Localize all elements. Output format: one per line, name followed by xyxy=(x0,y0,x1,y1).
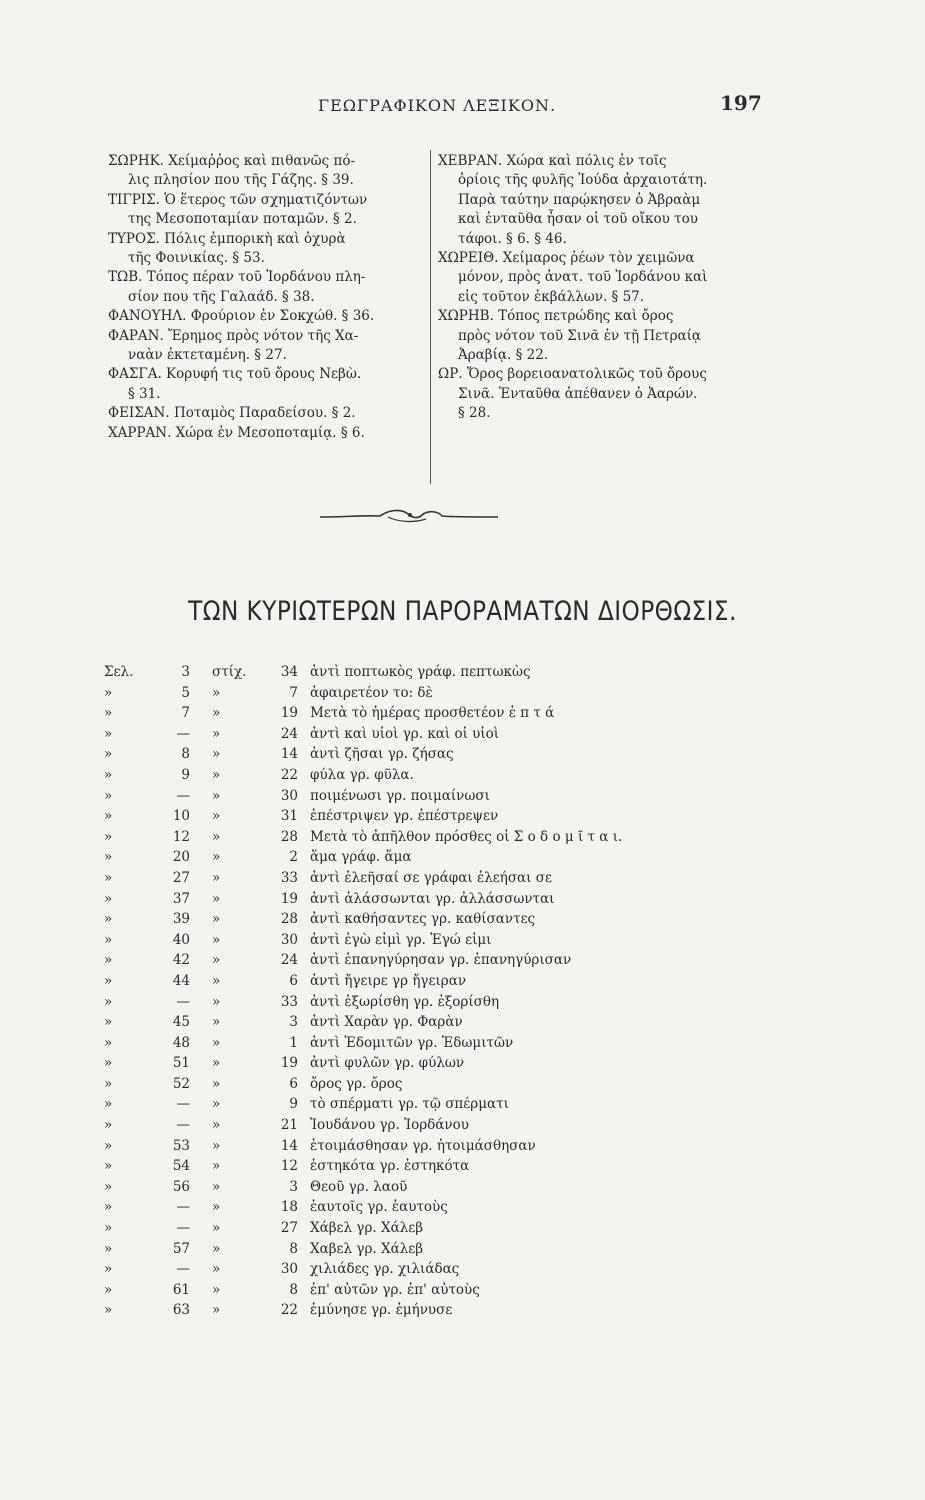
errata-row xyxy=(104,788,704,809)
errata-line-number: 19 xyxy=(280,1055,298,1072)
errata-page-label: » xyxy=(104,828,113,845)
errata-correction: ἀντὶ Ἐδομιτῶν γρ. Ἐδωμιτῶν xyxy=(310,1034,514,1051)
errata-page-label: » xyxy=(104,1302,113,1319)
errata-page-number: — xyxy=(176,1117,190,1134)
entry-line: ΤΩΒ. Τόπος πέραν τοῦ Ἰορδάνου πλη- xyxy=(108,269,366,286)
gazetteer-column-left xyxy=(108,152,426,443)
errata-line-number: 21 xyxy=(280,1117,298,1134)
errata-line-number: 6 xyxy=(289,1075,298,1092)
errata-line-label: » xyxy=(212,766,221,783)
errata-row xyxy=(104,1199,704,1220)
errata-correction: χιλιάδες γρ. χιλιάδας xyxy=(310,1261,460,1278)
errata-line-label: » xyxy=(212,1137,221,1154)
errata-page-label: » xyxy=(104,1055,113,1072)
errata-line-label: » xyxy=(212,1158,221,1175)
gazetteer-entry xyxy=(108,365,426,404)
errata-correction: ἑτοιμάσθησαν γρ. ἡτοιμάσθησαν xyxy=(310,1137,536,1154)
errata-table xyxy=(104,664,704,1323)
errata-page-number: 40 xyxy=(172,931,190,948)
errata-correction: ἀντὶ ποπτωκὸς γράφ. πεπτωκὼς xyxy=(310,664,531,680)
entry-line: ΤΥΡΟΣ. Πόλις ἐμπορικὴ καὶ ὀχυρὰ xyxy=(108,230,346,247)
errata-row xyxy=(104,829,704,850)
errata-line-number: 14 xyxy=(280,1137,298,1154)
errata-line-label: » xyxy=(212,1096,221,1113)
gazetteer-entry xyxy=(108,307,426,326)
errata-line-label: » xyxy=(212,1240,221,1257)
errata-page-label: » xyxy=(104,1137,113,1154)
errata-page-number: 54 xyxy=(172,1158,190,1175)
errata-correction: ἐπ' αὐτῶν γρ. ἐπ' αὐτοὺς xyxy=(310,1281,480,1298)
errata-row xyxy=(104,1138,704,1159)
errata-row xyxy=(104,911,704,932)
entry-line: ναὰν ἐκτεταμένη. § 27. xyxy=(128,347,287,364)
errata-line-label: » xyxy=(212,972,221,989)
errata-correction: ὄρος γρ. ὄρος xyxy=(310,1075,403,1092)
errata-line-number: 8 xyxy=(289,1240,298,1257)
entry-line: λις πλησίον που τῆς Γάζης. § 39. xyxy=(128,172,354,189)
entry-line: ΣΩΡΗΚ. Χείμαῤῥος καὶ πιθανῶς πό- xyxy=(108,153,356,169)
errata-line-label: » xyxy=(212,808,221,825)
errata-line-label: » xyxy=(212,952,221,969)
errata-page-number: 7 xyxy=(181,705,190,722)
errata-page-label: » xyxy=(104,766,113,783)
errata-row xyxy=(104,1220,704,1241)
errata-row xyxy=(104,1158,704,1179)
errata-correction: ἀντὶ ἐπανηγύρησαν γρ. ἐπανηγύρισαν xyxy=(310,952,572,969)
errata-line-number: 27 xyxy=(280,1220,298,1237)
errata-line-number: 2 xyxy=(289,849,298,866)
column-divider xyxy=(430,150,431,484)
errata-page-number: 37 xyxy=(172,890,190,907)
errata-correction: ἐπέστριψεν γρ. ἐπέστρεψεν xyxy=(310,808,499,825)
errata-row xyxy=(104,932,704,953)
errata-page-number: — xyxy=(176,1220,190,1237)
errata-page-label: » xyxy=(104,1158,113,1175)
errata-page-label: » xyxy=(104,993,113,1010)
errata-row xyxy=(104,849,704,870)
entry-line: § 31. xyxy=(128,385,161,402)
errata-correction: τὸ σπέρματι γρ. τῷ σπέρματι xyxy=(310,1096,509,1113)
errata-page-label: Σελ. xyxy=(104,664,134,680)
errata-page-label: » xyxy=(104,952,113,969)
entry-line: ΧΑΡΡΑΝ. Χώρα ἐν Μεσοποταμίᾳ. § 6. xyxy=(108,424,365,441)
errata-correction: ἀφαιρετέον το: δὲ xyxy=(310,684,433,701)
entry-line: σίον που τῆς Γαλαάδ. § 38. xyxy=(128,288,315,305)
entry-line: πρὸς νότον τοῦ Σινᾶ ἐν τῇ Πετραίᾳ xyxy=(458,327,702,344)
errata-correction: ἀντὶ ἐξωρίσθη γρ. ἐξορίσθη xyxy=(310,993,500,1010)
gazetteer-entry xyxy=(438,307,768,365)
page-number: 197 xyxy=(720,91,762,115)
errata-page-number: 61 xyxy=(172,1281,190,1298)
errata-page-number: 3 xyxy=(181,664,190,680)
errata-line-number: 3 xyxy=(289,1014,298,1031)
errata-correction: ἀντὶ ἤγειρε γρ ἤγειραν xyxy=(310,972,467,989)
errata-line-label: » xyxy=(212,890,221,907)
errata-page-number: 10 xyxy=(172,808,190,825)
errata-page-number: 45 xyxy=(172,1014,190,1031)
errata-line-number: 9 xyxy=(289,1096,298,1113)
entry-line: τῆς Φοινικίας. § 53. xyxy=(128,250,265,267)
errata-correction: ἀντὶ καθήσαντες γρ. καθίσαντες xyxy=(310,911,536,928)
errata-correction: Μετὰ τὸ ἀπῆλθον πρόσθες οἱ Σ ο δ ο μ ῖ τ α ι. xyxy=(310,828,623,845)
errata-page-label: » xyxy=(104,869,113,886)
errata-row xyxy=(104,1055,704,1076)
errata-line-number: 24 xyxy=(280,952,298,969)
entry-line: ΤΙΓΡΙΣ. Ὁ ἕτερος τῶν σχηματιζόντων xyxy=(108,191,368,208)
errata-page-number: 42 xyxy=(172,952,190,969)
errata-line-number: 33 xyxy=(280,993,298,1010)
errata-row xyxy=(104,1302,704,1323)
errata-line-label: » xyxy=(212,1117,221,1134)
gazetteer-entry xyxy=(438,152,768,249)
errata-page-label: » xyxy=(104,972,113,989)
errata-line-label: » xyxy=(212,1302,221,1319)
errata-correction: ἑαυτοῖς γρ. ἑαυτοὺς xyxy=(310,1199,448,1216)
gazetteer-entry xyxy=(438,365,768,423)
errata-line-label: » xyxy=(212,849,221,866)
entry-line: ΧΕΒΡΑΝ. Χώρα καὶ πόλις ἐν τοῖς xyxy=(438,153,667,169)
errata-line-number: 8 xyxy=(289,1281,298,1298)
errata-row xyxy=(104,870,704,891)
errata-correction: ἐμύνησε γρ. ἐμήνυσε xyxy=(310,1302,453,1319)
gazetteer-entry xyxy=(108,327,426,366)
errata-page-label: » xyxy=(104,684,113,701)
errata-line-label: » xyxy=(212,1034,221,1051)
entry-line: καὶ ἐνταῦθα ἦσαν οἱ τοῦ οἴκου του xyxy=(458,211,698,228)
entry-line: ΦΑΝΟΥΗΛ. Φρούριον ἐν Σοκχώθ. § 36. xyxy=(108,308,375,325)
errata-line-label: » xyxy=(212,1055,221,1072)
errata-line-label: » xyxy=(212,787,221,804)
errata-page-label: » xyxy=(104,1261,113,1278)
errata-page-number: — xyxy=(176,787,190,804)
errata-line-number: 22 xyxy=(280,1302,298,1319)
errata-page-number: 27 xyxy=(172,869,190,886)
errata-correction: ἀντὶ ἀλάσσωνται γρ. ἀλλάσσωνται xyxy=(310,890,555,907)
errata-page-number: 63 xyxy=(172,1302,190,1319)
errata-page-label: » xyxy=(104,931,113,948)
entry-line: Ἀραβίᾳ. § 22. xyxy=(458,347,549,364)
errata-line-label: » xyxy=(212,746,221,763)
errata-row xyxy=(104,664,704,685)
errata-correction: Χάβελ γρ. Χάλεβ xyxy=(310,1220,424,1237)
errata-line-number: 14 xyxy=(280,746,298,763)
gazetteer-entry xyxy=(108,424,426,443)
errata-page-number: 9 xyxy=(181,766,190,783)
errata-row xyxy=(104,1117,704,1138)
errata-page-number: — xyxy=(176,993,190,1010)
errata-row xyxy=(104,1261,704,1282)
errata-row xyxy=(104,952,704,973)
gazetteer-column-right xyxy=(438,152,768,424)
gazetteer-entry xyxy=(108,404,426,423)
errata-page-number: 5 xyxy=(181,684,190,701)
errata-page-number: 39 xyxy=(172,911,190,928)
errata-line-number: 19 xyxy=(280,705,298,722)
errata-page-label: » xyxy=(104,1075,113,1092)
entry-line: § 28. xyxy=(458,405,491,422)
errata-correction: ἀντὶ ἐλεῆσαί σε γράφαι ἐλεήσαι σε xyxy=(310,869,552,886)
errata-line-label: » xyxy=(212,931,221,948)
errata-row xyxy=(104,685,704,706)
errata-line-number: 1 xyxy=(289,1034,298,1051)
errata-page-label: » xyxy=(104,1117,113,1134)
errata-row xyxy=(104,1035,704,1056)
errata-line-number: 33 xyxy=(280,869,298,886)
errata-page-label: » xyxy=(104,1199,113,1216)
errata-line-number: 30 xyxy=(280,1261,298,1278)
errata-page-label: » xyxy=(104,746,113,763)
errata-line-number: 24 xyxy=(280,725,298,742)
errata-line-label: » xyxy=(212,993,221,1010)
gazetteer-entry xyxy=(438,249,768,307)
gazetteer-entry xyxy=(108,268,426,307)
errata-page-number: — xyxy=(176,725,190,742)
errata-line-label: » xyxy=(212,1199,221,1216)
errata-row xyxy=(104,1241,704,1262)
errata-row xyxy=(104,973,704,994)
errata-correction: Θεοῦ γρ. λαοῦ xyxy=(310,1178,408,1195)
errata-line-label: » xyxy=(212,1281,221,1298)
errata-row xyxy=(104,746,704,767)
entry-line: ΧΩΡΗΒ. Τόπος πετρώδης καὶ ὄρος xyxy=(438,308,674,325)
errata-page-label: » xyxy=(104,1014,113,1031)
errata-line-number: 22 xyxy=(280,766,298,783)
errata-line-label: » xyxy=(212,1178,221,1195)
errata-page-label: » xyxy=(104,1220,113,1237)
errata-line-number: 6 xyxy=(289,972,298,989)
errata-page-number: — xyxy=(176,1261,190,1278)
errata-correction: φύλα γρ. φῦλα. xyxy=(310,766,414,783)
errata-line-label: στίχ. xyxy=(212,664,247,680)
errata-page-label: » xyxy=(104,1034,113,1051)
errata-correction: ἀντὶ φυλῶν γρ. φύλων xyxy=(310,1055,465,1072)
errata-row xyxy=(104,705,704,726)
errata-row xyxy=(104,1014,704,1035)
entry-line: ΧΩΡΕΙΘ. Χείμαρος ῥέων τὸν χειμῶνα xyxy=(438,250,695,267)
errata-correction: Μετὰ τὸ ἡμέρας προσθετέον ἑ π τ ά xyxy=(310,705,555,722)
errata-line-number: 31 xyxy=(280,808,298,825)
entry-line: Σινᾶ. Ἐνταῦθα ἀπέθανεν ὁ Ἀαρών. xyxy=(458,385,698,402)
entry-line: ΦΑΡΑΝ. Ἔρημος πρὸς νότον τῆς Χα- xyxy=(108,327,359,344)
errata-row xyxy=(104,891,704,912)
errata-row xyxy=(104,726,704,747)
errata-page-number: 8 xyxy=(181,746,190,763)
errata-line-number: 12 xyxy=(280,1158,298,1175)
errata-page-number: 20 xyxy=(172,849,190,866)
errata-title: ΤΩΝ ΚΥΡΙΩΤΕΡΩΝ ΠΑΡΟΡΑΜΑΤΩΝ ΔΙΟΡΘΩΣΙΣ. xyxy=(188,596,737,627)
errata-page-label: » xyxy=(104,890,113,907)
errata-row xyxy=(104,1282,704,1303)
entry-line: ὁρίοις τῆς φυλῆς Ἰούδα ἀρχαιοτάτη. xyxy=(458,172,708,189)
errata-correction: ποιμένωσι γρ. ποιμαίνωσι xyxy=(310,787,490,804)
errata-page-number: 48 xyxy=(172,1034,190,1051)
errata-row xyxy=(104,1179,704,1200)
errata-line-number: 30 xyxy=(280,787,298,804)
entry-line: Παρὰ ταύτην παρῴκησεν ὁ Ἀβραὰμ xyxy=(458,191,701,208)
entry-line: τάφοι. § 6. § 46. xyxy=(458,230,567,247)
errata-line-label: » xyxy=(212,1075,221,1092)
errata-page-label: » xyxy=(104,911,113,928)
gazetteer-entry xyxy=(108,230,426,269)
errata-page-label: » xyxy=(104,1240,113,1257)
errata-line-label: » xyxy=(212,705,221,722)
gazetteer-entry xyxy=(108,191,426,230)
ornament-divider xyxy=(318,505,500,527)
errata-page-number: 52 xyxy=(172,1075,190,1092)
errata-correction: ἀντὶ ζῆσαι γρ. ζήσας xyxy=(310,746,454,763)
errata-correction: ἀντὶ καὶ υἱοὶ γρ. καὶ οἱ υἱοὶ xyxy=(310,725,500,742)
errata-page-label: » xyxy=(104,705,113,722)
errata-line-number: 19 xyxy=(280,890,298,907)
errata-page-number: — xyxy=(176,1199,190,1216)
entry-line: εἰς τοῦτον ἐκβάλλων. § 57. xyxy=(458,288,645,305)
errata-line-label: » xyxy=(212,725,221,742)
errata-line-number: 30 xyxy=(280,931,298,948)
errata-line-label: » xyxy=(212,869,221,886)
errata-correction: Ἰουδάνου γρ. Ἰορδάνου xyxy=(310,1117,469,1134)
errata-page-label: » xyxy=(104,787,113,804)
errata-page-number: — xyxy=(176,1096,190,1113)
errata-page-label: » xyxy=(104,849,113,866)
errata-page-number: 53 xyxy=(172,1137,190,1154)
errata-line-label: » xyxy=(212,911,221,928)
entry-line: ΩΡ. Ὄρος βορειοανατολικῶς τοῦ ὄρους xyxy=(438,366,707,383)
entry-line: ΦΑΣΓΑ. Κορυφή τις τοῦ ὄρους Νεβὼ. xyxy=(108,366,362,383)
entry-line: μόνον, πρὸς ἀνατ. τοῦ Ἰορδάνου καὶ xyxy=(458,269,708,286)
errata-correction: ἀντὶ ἐγὼ εἰμὶ γρ. Ἐγώ εἰμι xyxy=(310,931,492,948)
errata-page-number: 51 xyxy=(172,1055,190,1072)
errata-line-number: 18 xyxy=(280,1199,298,1216)
entry-line: της Μεσοποταμίαν ποταμῶν. § 2. xyxy=(128,211,357,228)
errata-line-label: » xyxy=(212,1261,221,1278)
errata-row xyxy=(104,767,704,788)
errata-line-number: 3 xyxy=(289,1178,298,1195)
errata-row xyxy=(104,1096,704,1117)
errata-line-number: 7 xyxy=(289,684,298,701)
running-head: ΓΕΩΓΡΑΦΙΚΟΝ ΛΕΞΙΚΟΝ. xyxy=(318,96,557,115)
errata-page-label: » xyxy=(104,1096,113,1113)
errata-line-label: » xyxy=(212,684,221,701)
errata-page-number: 57 xyxy=(172,1240,190,1257)
errata-page-number: 12 xyxy=(172,828,190,845)
errata-correction: ἀντὶ Χαρὰν γρ. Φαρὰν xyxy=(310,1014,463,1031)
entry-line: ΦΕΙΣΑΝ. Ποταμὸς Παραδείσου. § 2. xyxy=(108,405,356,422)
gazetteer-entry xyxy=(108,152,426,191)
errata-line-label: » xyxy=(212,828,221,845)
errata-line-number: 34 xyxy=(280,664,298,680)
errata-correction: ἅμα γράφ. ἅμα xyxy=(310,849,412,866)
errata-line-label: » xyxy=(212,1014,221,1031)
errata-line-number: 28 xyxy=(280,911,298,928)
errata-page-label: » xyxy=(104,1281,113,1298)
errata-page-number: 44 xyxy=(172,972,190,989)
errata-line-label: » xyxy=(212,1220,221,1237)
errata-page-label: » xyxy=(104,1178,113,1195)
errata-row xyxy=(104,994,704,1015)
errata-correction: ἑστηκότα γρ. ἑστηκότα xyxy=(310,1158,470,1175)
errata-row xyxy=(104,808,704,829)
errata-row xyxy=(104,1076,704,1097)
errata-page-label: » xyxy=(104,725,113,742)
errata-page-number: 56 xyxy=(172,1178,190,1195)
errata-correction: Χαβελ γρ. Χάλεβ xyxy=(310,1240,424,1257)
errata-page-label: » xyxy=(104,808,113,825)
errata-line-number: 28 xyxy=(280,828,298,845)
